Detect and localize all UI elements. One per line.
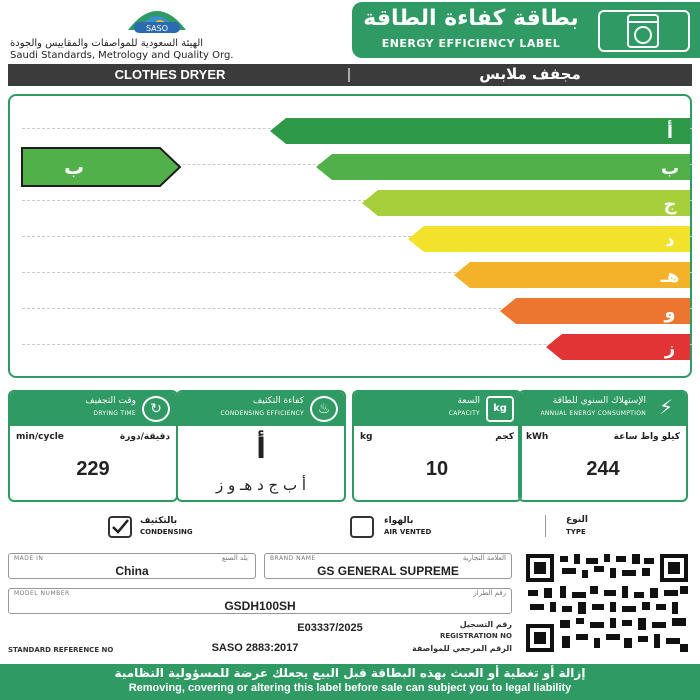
condensing-checkbox: [108, 516, 132, 538]
model-value: GSDH100SH: [224, 599, 296, 613]
model-label-en: MODEL NUMBER: [14, 590, 70, 597]
appliance-icon-frame: [598, 10, 690, 52]
registration-value: E03337/2025: [297, 622, 363, 634]
air-vented-label-ar: بالهواء: [384, 516, 414, 526]
condensing-class-value: أ: [256, 432, 266, 465]
label-title-en: ENERGY EFFICIENCY LABEL: [381, 37, 561, 50]
lightning-icon: ⚡: [658, 395, 674, 419]
type-label-ar: النوع: [566, 515, 588, 525]
grade-label-3: ج: [663, 194, 677, 215]
condensing-class-scale: أ ب ج د هـ و ز: [215, 476, 307, 494]
capacity-box: [352, 390, 522, 502]
footer-warning-ar: إزالة أو تغطية أو العبث بهذه البطاقة قبل البيع يجعلك عرضة للمسؤولية النظامية: [114, 666, 586, 680]
energy-consumption-box: [518, 390, 688, 502]
footer-warning-en: Removing, covering or altering this label before sale can subject you to legal liability: [128, 682, 572, 694]
capacity-title-ar: السعة: [457, 396, 480, 406]
energy-title-ar: الإستهلاك السنوي للطاقة: [552, 396, 646, 406]
brand-value: GS GENERAL SUPREME: [317, 564, 459, 578]
capacity-title-en: CAPACITY: [448, 410, 480, 417]
org-name-ar: الهيئة السعودية للمواصفات والمقاييس والجودة: [10, 38, 204, 49]
drying-time-unit-ar: دقيقة/دورة: [119, 432, 170, 442]
saso-logo-icon: [120, 0, 194, 34]
grade-label-1: أ: [666, 122, 674, 143]
air-vented-checkbox: [350, 516, 374, 538]
condensing-label-ar: بالتكثيف: [140, 516, 178, 526]
category-divider: [348, 68, 350, 82]
grade-arrow-2: [316, 154, 690, 180]
made-in-label-en: MADE IN: [14, 555, 44, 562]
air-vented-label-en: AIR VENTED: [384, 528, 432, 536]
drying-time-unit-en: min/cycle: [16, 432, 64, 442]
type-label-en: TYPE: [566, 528, 586, 536]
rated-grade-label: ب: [63, 155, 85, 179]
condensing-label-en: CONDENSING: [140, 528, 193, 536]
grade-arrow-1: [270, 118, 690, 144]
condensing-title-en: CONDENSING EFFICIENCY: [220, 410, 304, 417]
standard-value: SASO 2883:2017: [211, 642, 299, 654]
grade-arrow-3: [362, 190, 690, 216]
drying-time-title-en: DRYING TIME: [93, 410, 136, 417]
dryer-icon: [600, 12, 688, 50]
shirt-kg-icon: kg: [486, 396, 514, 422]
drying-time-box: [8, 390, 178, 502]
capacity-unit-ar: كجم: [495, 432, 514, 442]
drying-time-title-ar: وقت التجفيف: [85, 396, 136, 406]
registration-label-en: REGISTRATION NO: [439, 632, 512, 640]
condensing-title-ar: كفاءة التكثيف: [252, 396, 304, 406]
grade-arrow-4: [408, 226, 690, 252]
grade-label-4: د: [665, 230, 675, 251]
category-ar: مجفف ملابس: [479, 65, 581, 83]
efficiency-scale-chart: [10, 96, 690, 376]
rated-grade-pointer: [22, 148, 180, 186]
org-name-en: Saudi Standards, Metrology and Quality Org.: [10, 50, 234, 61]
label-title-ar: بطاقة كفاءة الطاقة: [363, 6, 579, 31]
made-in-label-ar: بلد الصنع: [221, 554, 248, 562]
capacity-value: 10: [425, 458, 449, 480]
condenser-icon: ♨: [310, 396, 338, 422]
grade-label-5: هـ: [660, 266, 680, 287]
registration-label-ar: رقم التسجيل: [459, 620, 512, 629]
check-icon: [110, 518, 130, 536]
standard-label-en: STANDARD REFERENCE NO: [8, 646, 114, 654]
brand-label-ar: العلامة التجارية: [462, 554, 506, 562]
grade-arrow-5: [454, 262, 690, 288]
energy-title-en: ANNUAL ENERGY CONSUMPTION: [540, 410, 646, 417]
saso-logo-text: SASO: [145, 24, 169, 33]
condensing-efficiency-box: [176, 390, 346, 502]
clock-icon: ↻: [142, 396, 170, 422]
qr-code: [524, 552, 690, 654]
energy-unit-en: kWh: [526, 432, 549, 442]
brand-label-en: BRAND NAME: [270, 555, 316, 562]
type-divider: [545, 515, 546, 537]
grade-label-6: و: [664, 302, 676, 323]
grade-arrow-6: [500, 298, 690, 324]
standard-label-ar: الرقم المرجعي للمواصفة: [412, 644, 512, 653]
made-in-value: China: [115, 564, 149, 578]
drying-time-value: 229: [76, 458, 110, 480]
energy-value: 244: [586, 458, 620, 480]
capacity-unit-en: kg: [360, 432, 373, 442]
grade-label-7: ز: [664, 338, 676, 359]
grade-label-2: ب: [660, 158, 680, 179]
model-label-ar: رقم الطراز: [473, 589, 506, 597]
category-en: CLOTHES DRYER: [114, 67, 226, 82]
energy-unit-ar: كيلو واط ساعة: [613, 432, 680, 442]
